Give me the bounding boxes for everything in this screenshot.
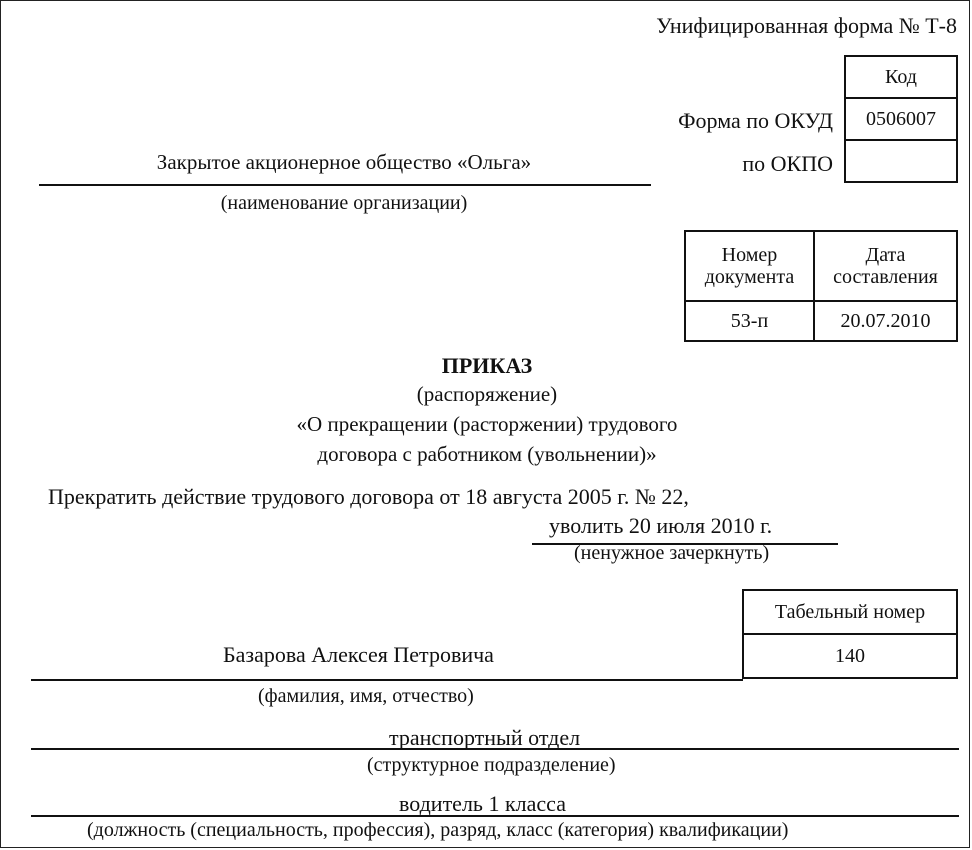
order-title: ПРИКАЗ — [441, 353, 533, 378]
department-underline — [31, 748, 959, 750]
department-caption: (структурное подразделение) — [367, 754, 616, 776]
order-subtitle: (распоряжение) — [416, 382, 558, 406]
strike-caption: (ненужное зачеркнуть) — [574, 542, 770, 564]
employee-name-underline — [31, 679, 743, 681]
position-name: водитель 1 класса — [399, 791, 566, 816]
employee-name-caption: (фамилия, имя, отчество) — [258, 685, 474, 707]
organization-caption: (наименование организации) — [220, 192, 468, 214]
department-name: транспортный отдел — [389, 725, 581, 750]
codes-table — [844, 55, 958, 183]
tab-number-header: Табельный номер — [743, 590, 957, 634]
doc-date-value: 20.07.2010 — [814, 301, 957, 341]
tab-number-table — [742, 589, 958, 679]
form-title: Унифицированная форма № Т-8 — [656, 13, 957, 38]
position-underline — [31, 815, 959, 817]
doc-date-header: Дата составления — [814, 231, 957, 301]
doc-number-header: Номер документа — [685, 231, 814, 301]
terminate-text: Прекратить действие трудового договора от 18 августа 2005 г. № 22, — [48, 484, 689, 509]
tab-number-value: 140 — [743, 634, 957, 678]
employee-name: Базарова Алексея Петровича — [223, 642, 494, 667]
okud-value: 0506007 — [845, 98, 957, 140]
order-subject-line1: «О прекращении (расторжении) трудового — [296, 412, 678, 436]
okpo-value — [845, 140, 957, 182]
okpo-label: по ОКПО — [742, 151, 833, 176]
okud-label: Форма по ОКУД — [678, 108, 833, 133]
organization-underline — [39, 184, 651, 186]
order-subject-line2: договора с работником (увольнении)» — [317, 442, 657, 466]
doc-number-value: 53-п — [685, 301, 814, 341]
organization-name: Закрытое акционерное общество «Ольга» — [156, 150, 532, 174]
dismiss-text: уволить 20 июля 2010 г. — [549, 513, 773, 538]
doc-info-table — [684, 230, 958, 342]
code-header: Код — [845, 56, 957, 98]
position-caption: (должность (специальность, профессия), разряд, класс (категория) квалификации) — [87, 819, 789, 841]
